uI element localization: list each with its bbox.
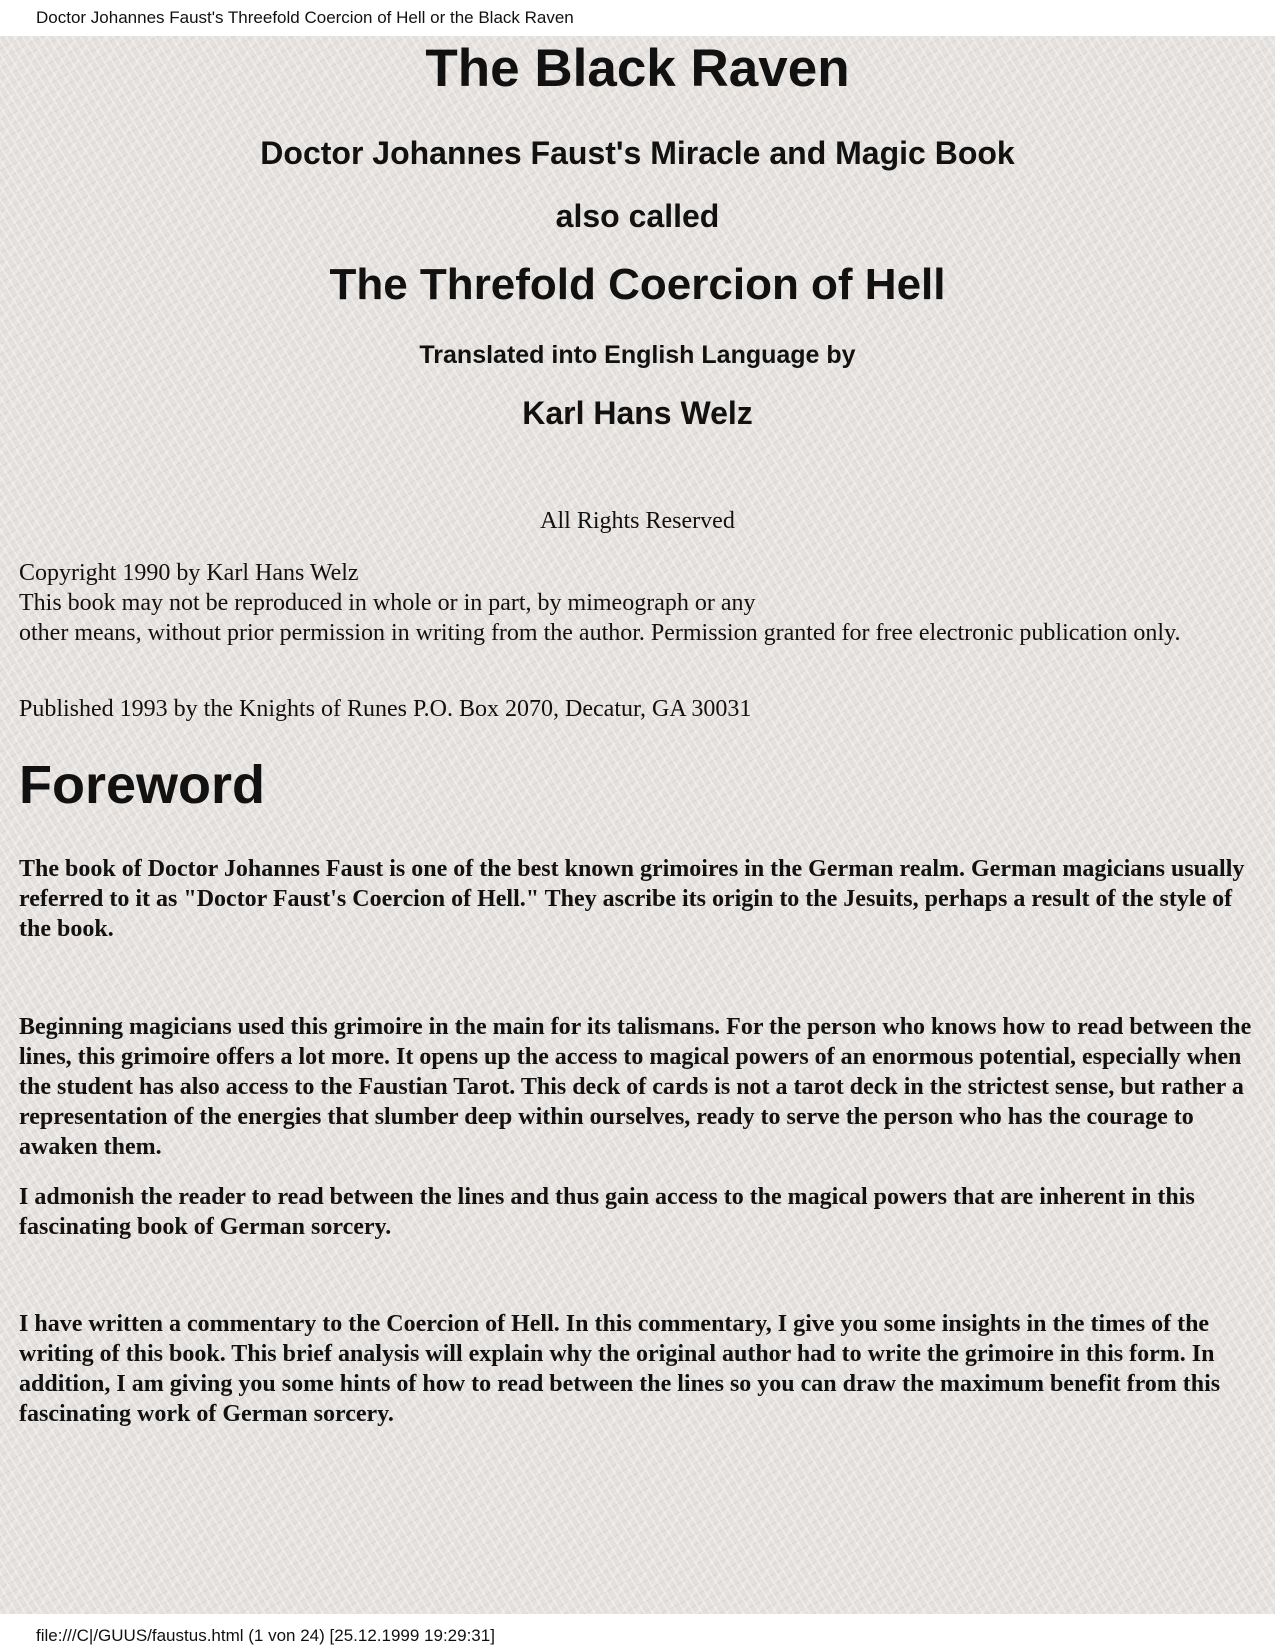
foreword-paragraph: Beginning magicians used this grimoire in the main for its talismans. For the person who knows how to read between the lines, this grimoire offers a lot more. It opens up the access to magical powers of an enormous potential, especially when the student has also access to the Faustian Tarot. This deck of cards is not a tarot deck in the strictest sense, but rather a representation of the energies that slumber deep within ourselves, ready to serve the person who has the courage to awaken them. (19, 1014, 1252, 1160)
translated-by-label: Translated into English Language by (419, 341, 856, 369)
copyright-block (19, 558, 1256, 648)
page-title: The Black Raven (425, 39, 850, 98)
copyright-line: This book may not be reproduced in whole or in part, by mimeograph or any (19, 590, 756, 616)
copyright-line: other means, without prior permission in writing from the author. Permission granted for free electronic publication only. (19, 620, 1181, 646)
foreword-paragraph: I have written a commentary to the Coercion of Hell. In this commentary, I give you some insights in the times of the writing of this book. This brief analysis will explain why the original author had to write the grimoire in this form. In addition, I am giving you some hints of how to read between the lines so you can draw the maximum benefit from this fascinating work of German sorcery. (19, 1311, 1221, 1427)
print-footer-url: file:///C|/GUUS/faustus.html (1 von 24) [25.12.1999 19:29:31] (36, 1626, 495, 1645)
foreword-paragraph: I admonish the reader to read between the lines and thus gain access to the magical powers that are inherent in this fascinating book of German sorcery. (19, 1184, 1195, 1240)
subtitle-also-called: also called (555, 198, 720, 234)
all-rights-reserved: All Rights Reserved (540, 508, 735, 534)
copyright-line: Copyright 1990 by Karl Hans Welz (19, 560, 359, 586)
publisher-info: Published 1993 by the Knights of Runes P.O. Box 2070, Decatur, GA 30031 (19, 696, 752, 722)
print-header (0, 0, 1275, 36)
translator-name: Karl Hans Welz (522, 395, 753, 431)
foreword-paragraph: The book of Doctor Johannes Faust is one of the best known grimoires in the German realm. German magicians usually referred to it as "Doctor Faust's Coercion of Hell." They ascribe its origin to the Jesuits, perhaps a result of the style of the book. (19, 856, 1245, 942)
subtitle-miracle-magic-book: Doctor Johannes Faust's Miracle and Magic Book (260, 135, 1015, 171)
print-footer (0, 1614, 1275, 1651)
foreword-heading: Foreword (19, 755, 266, 815)
print-header-title: Doctor Johannes Faust's Threefold Coercion of Hell or the Black Raven (36, 8, 574, 27)
page-content-area (0, 36, 1275, 1614)
subtitle-coercion-of-hell: The Threfold Coercion of Hell (329, 260, 946, 309)
